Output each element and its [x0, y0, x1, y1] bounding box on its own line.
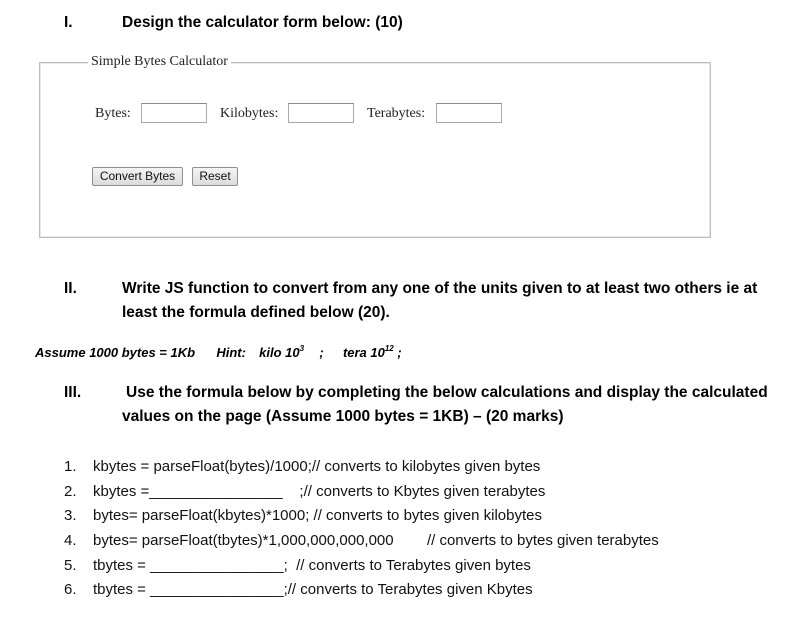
formula-number: 3. [64, 507, 77, 524]
reset-button[interactable]: Reset [192, 167, 238, 186]
hint-label: Hint: [216, 345, 246, 360]
section-2-line-2: least the formula defined below (20). [122, 304, 390, 321]
section-3-line-2: values on the page (Assume 1000 bytes = 1KB) – (20 marks) [122, 408, 564, 425]
tera-text: tera 10 [342, 345, 385, 360]
terabytes-label: Terabytes: [367, 106, 426, 121]
hint-separator: ; [319, 345, 324, 360]
formula-number: 4. [64, 532, 77, 549]
section-3-numeral: III. [64, 384, 82, 401]
formula-text: kbytes =________________ ;// converts to Kbytes given terabytes [93, 483, 546, 500]
formula-number: 2. [64, 483, 77, 500]
bytes-label: Bytes: [95, 106, 131, 121]
calculator-fieldset [39, 62, 711, 238]
kilobytes-label: Kilobytes: [220, 106, 279, 121]
formula-item-3 [64, 507, 542, 524]
kilo-exponent: 3 [299, 344, 305, 353]
formula-number: 6. [64, 581, 77, 598]
hint-line [35, 345, 402, 360]
formula-text: tbytes = ________________; // converts to Terabytes given bytes [93, 557, 531, 574]
assume-text: Assume 1000 bytes = 1Kb [35, 345, 196, 360]
kilobytes-input[interactable] [288, 103, 354, 123]
terabytes-input[interactable] [436, 103, 502, 123]
section-1-title: Design the calculator form below: (10) [122, 14, 403, 31]
tera-exponent: 12 [384, 344, 394, 353]
convert-bytes-button[interactable]: Convert Bytes [92, 167, 183, 186]
section-2-numeral: II. [64, 280, 77, 297]
formula-text: kbytes = parseFloat(bytes)/1000;// converts to kilobytes given bytes [93, 458, 541, 475]
formula-item-2 [64, 483, 546, 500]
hint-end: ; [397, 345, 402, 360]
formula-text: bytes= parseFloat(tbytes)*1,000,000,000,000 // converts to bytes given terabytes [93, 532, 659, 549]
formula-text: bytes= parseFloat(kbytes)*1000; // converts to bytes given kilobytes [93, 507, 542, 524]
formula-item-4 [64, 532, 659, 549]
section-3-line-1: Use the formula below by completing the below calculations and display the calculated [126, 384, 768, 401]
section-1-numeral: I. [64, 14, 73, 31]
formula-item-5 [64, 557, 531, 574]
kilo-text: kilo 10 [259, 345, 300, 360]
formula-number: 1. [64, 458, 77, 475]
calculator-legend: Simple Bytes Calculator [88, 54, 231, 70]
formula-item-1 [64, 458, 541, 475]
bytes-input[interactable] [141, 103, 207, 123]
formula-item-6 [64, 581, 533, 598]
formula-text: tbytes = ________________;// converts to Terabytes given Kbytes [93, 581, 533, 598]
section-2-line-1: Write JS function to convert from any one of the units given to at least two others ie at [122, 280, 758, 297]
formula-number: 5. [64, 557, 77, 574]
